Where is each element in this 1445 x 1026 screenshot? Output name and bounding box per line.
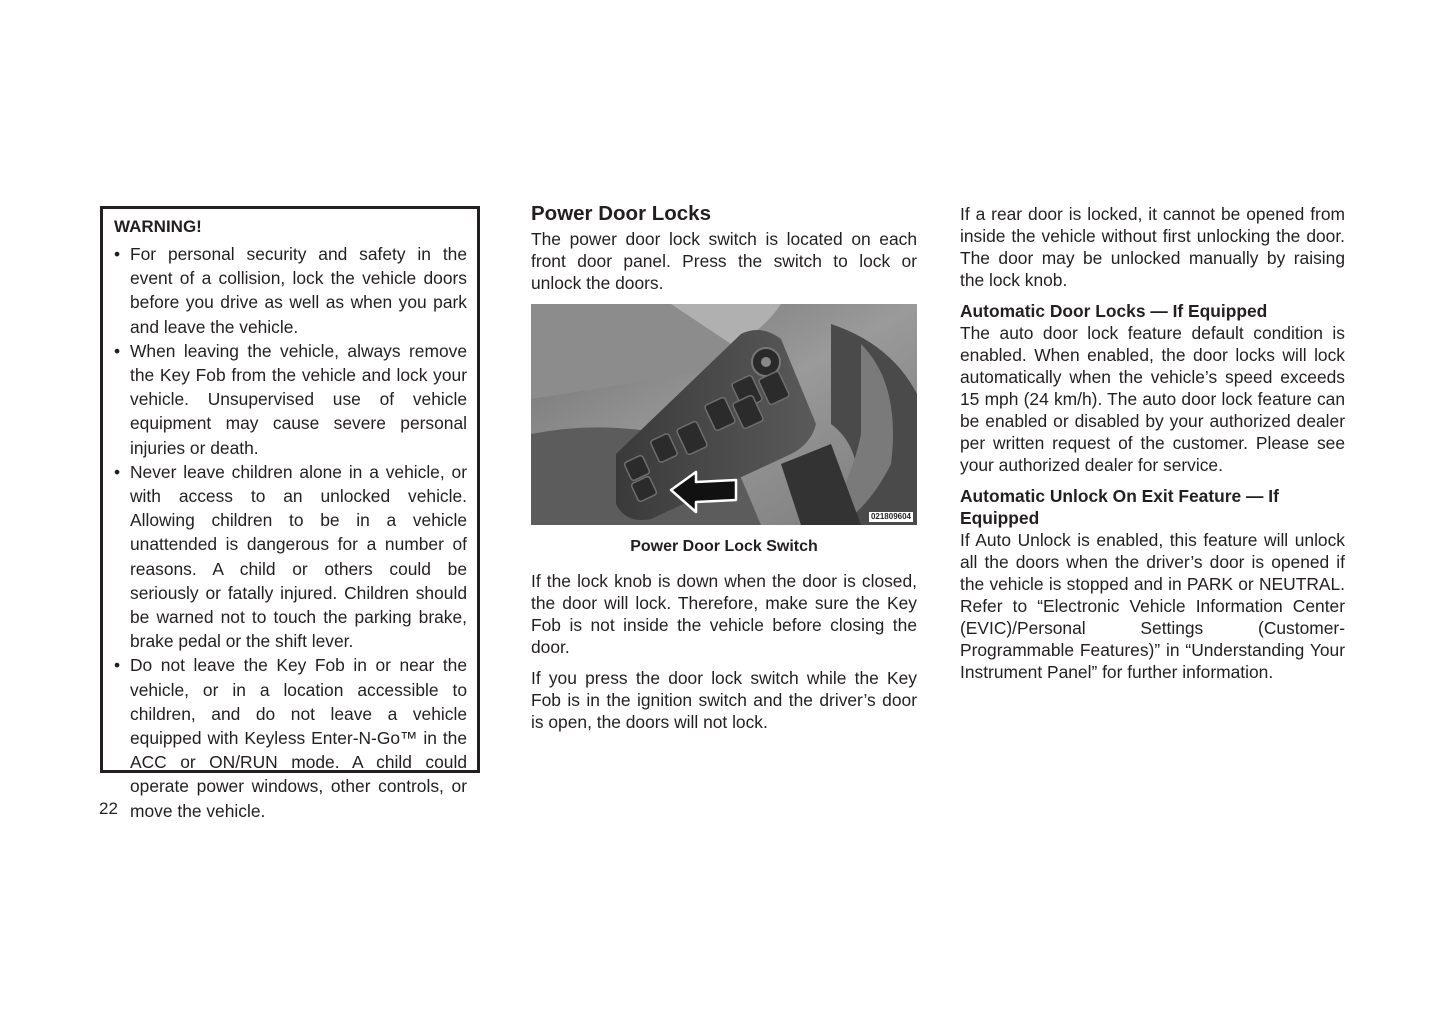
- auto-unlock-paragraph: If Auto Unlock is enabled, this feature will unlock all the doors when the driver’s door is opened if the vehicle is stopped and in PARK or NEUTRAL. Refer to “Electronic Vehicle Information Center (EVIC)/Personal Settings (Customer-Programmable Features)” in “Understanding Your Instrument Panel” for further information.: [960, 530, 1345, 682]
- figure-caption: Power Door Lock Switch: [630, 538, 818, 555]
- key-fob-paragraph: If you press the door lock switch while the Key Fob is in the ignition switch and the driver’s door is open, the doors will not lock.: [531, 668, 917, 732]
- bullet-icon: •: [114, 655, 121, 676]
- warning-item: [114, 460, 467, 654]
- warning-list: [114, 242, 467, 823]
- warning-item: [114, 339, 467, 460]
- auto-lock-paragraph: The auto door lock feature default condition is enabled. When enabled, the door locks will lock automatically when the vehicle’s speed exceeds 15 mph (24 km/h). The auto door lock feature can be enabled or disabled by your authorized dealer per written request of the customer. Please see your authorized dealer for service.: [960, 323, 1345, 475]
- rear-door-paragraph: If a rear door is locked, it cannot be opened from inside the vehicle without first unlocking the door. The door may be unlocked manually by raising the lock knob.: [960, 204, 1345, 290]
- page-number: 22: [99, 799, 118, 818]
- auto-unlock-heading: Automatic Unlock On Exit Feature — If Equipped: [960, 486, 1279, 528]
- middle-column: [531, 200, 917, 733]
- bullet-icon: •: [114, 244, 121, 264]
- figure-code: 021809604: [870, 512, 911, 521]
- bullet-icon: •: [114, 461, 121, 482]
- warning-title: WARNING!: [114, 217, 202, 236]
- door-panel-illustration: [531, 304, 917, 525]
- intro-paragraph: The power door lock switch is located on each front door panel. Press the switch to lock or unlock the doors.: [531, 229, 917, 293]
- warning-item: [114, 242, 467, 339]
- warning-item-text: Never leave children alone in a vehicle, or with access to an unlocked vehicle. Allowing children to be in a vehicle unattended is dangerous for a number of reasons. A child or others could be seriously or fatally injured. Children should be warned not to touch the parking brake, brake pedal or the shift lever.: [130, 461, 467, 652]
- warning-item-text: Do not leave the Key Fob in or near the vehicle, or in a location accessible to children, and do not leave a vehicle equipped with Keyless Enter-N-Go™ in the ACC or ON/RUN mode. A child could operate power windows, other controls, or move the vehicle.: [130, 655, 467, 821]
- bullet-icon: •: [114, 340, 121, 361]
- section-heading-power-door-locks: Power Door Locks: [531, 202, 711, 225]
- right-column: [960, 200, 1345, 683]
- warning-item-text: When leaving the vehicle, always remove the Key Fob from the vehicle and lock your vehicle. Unsupervised use of vehicle equipment may cause severe personal injuries or death.: [130, 340, 467, 458]
- warning-item-text: For personal security and safety in the event of a collision, lock the vehicle doors before you drive as well as when you park and leave the vehicle.: [130, 244, 467, 337]
- lock-knob-paragraph: If the lock knob is down when the door is closed, the door will lock. Therefore, make sure the Key Fob is not inside the vehicle before closing the door.: [531, 571, 917, 657]
- door-lock-switch-figure: [531, 304, 917, 525]
- auto-lock-heading: Automatic Door Locks — If Equipped: [960, 301, 1268, 321]
- warning-item: [114, 653, 467, 822]
